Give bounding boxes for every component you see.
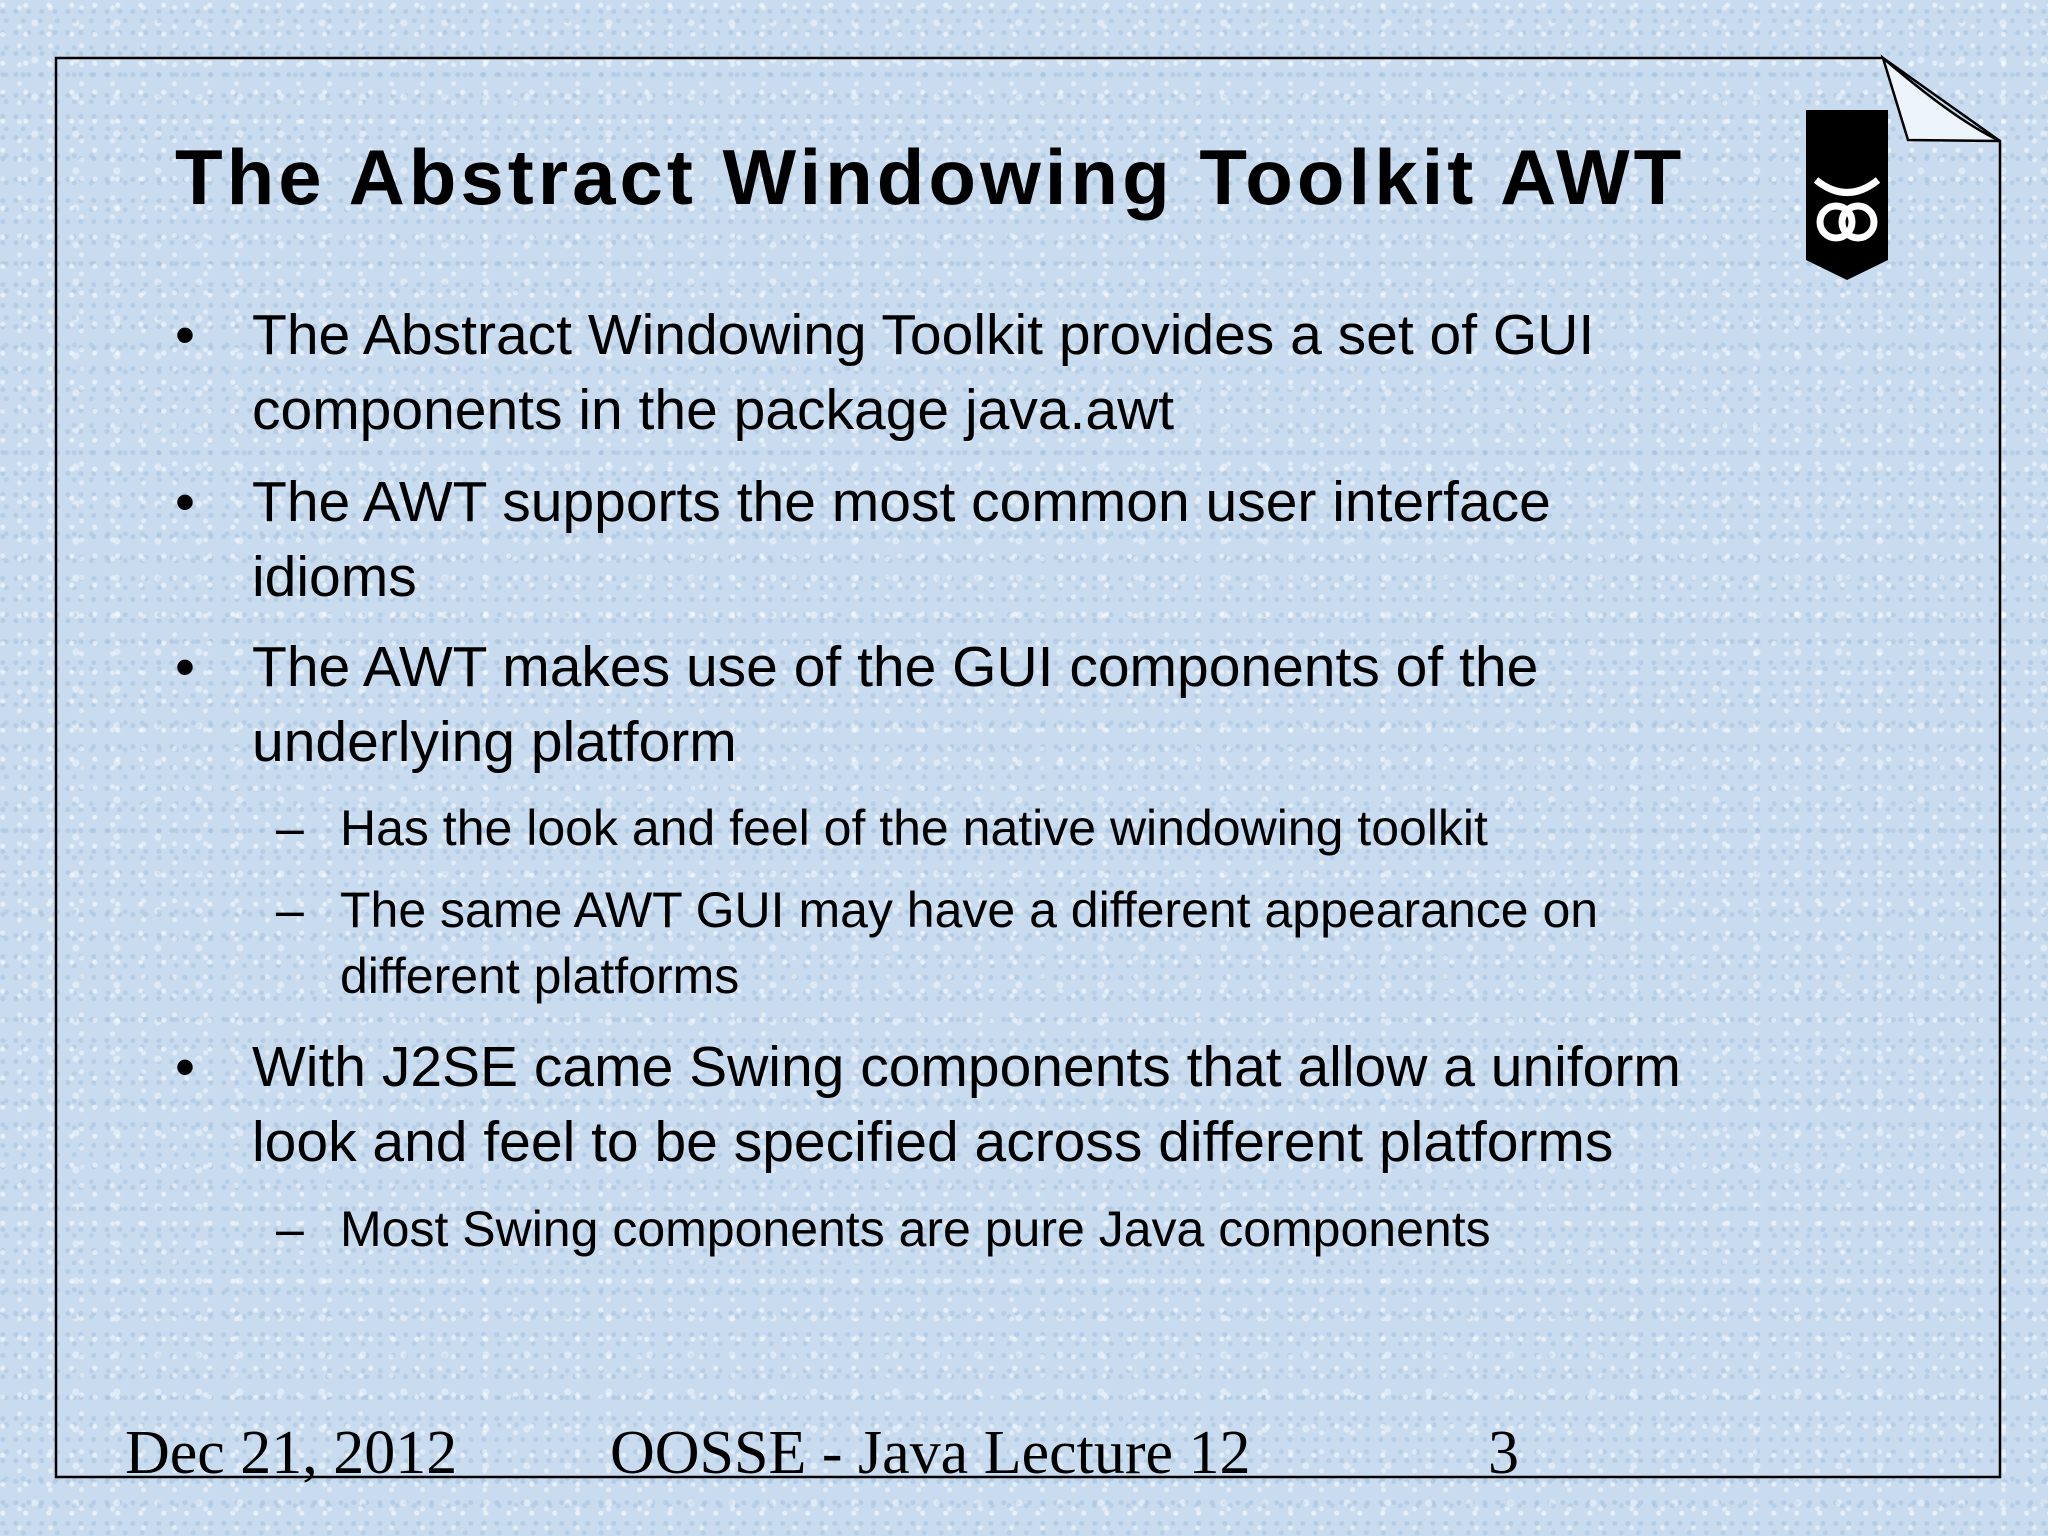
slide-title: The Abstract Windowing Toolkit AWT [175,133,1686,221]
bullet-text-line: The AWT supports the most common user interface [252,470,1551,534]
bullet-marker: • [175,635,195,699]
sub-bullet-marker: – [276,1201,304,1257]
footer-page-number: 3 [1488,1419,1519,1487]
bullet-text-line: look and feel to be specified across different platforms [252,1110,1614,1174]
university-crest-logo [1806,110,1888,280]
bullet-text-line: idioms [252,545,417,609]
sub-bullet-text-line: different platforms [340,948,740,1004]
sub-bullet-marker: – [276,882,304,938]
footer-course: OOSSE - Java Lecture 12 [610,1419,1251,1487]
sub-bullet-marker: – [276,800,304,856]
footer-date: Dec 21, 2012 [125,1419,458,1487]
bullet-marker: • [175,1035,195,1099]
sub-bullet-text-line: The same AWT GUI may have a different appearance on [340,882,1599,938]
sub-bullet-text-line: Most Swing components are pure Java components [340,1201,1491,1257]
sub-bullet-text-line: Has the look and feel of the native windowing toolkit [340,800,1488,856]
bullet-text-line: The Abstract Windowing Toolkit provides a set of GUI [252,303,1595,367]
bullet-text-line: underlying platform [252,710,737,774]
bullet-marker: • [175,303,195,367]
bullet-text-line: The AWT makes use of the GUI components of the [252,635,1539,699]
bullet-marker: • [175,470,195,534]
bullet-text-line: components in the package java.awt [252,378,1175,442]
bullet-text-line: With J2SE came Swing components that allow a uniform [252,1035,1681,1099]
